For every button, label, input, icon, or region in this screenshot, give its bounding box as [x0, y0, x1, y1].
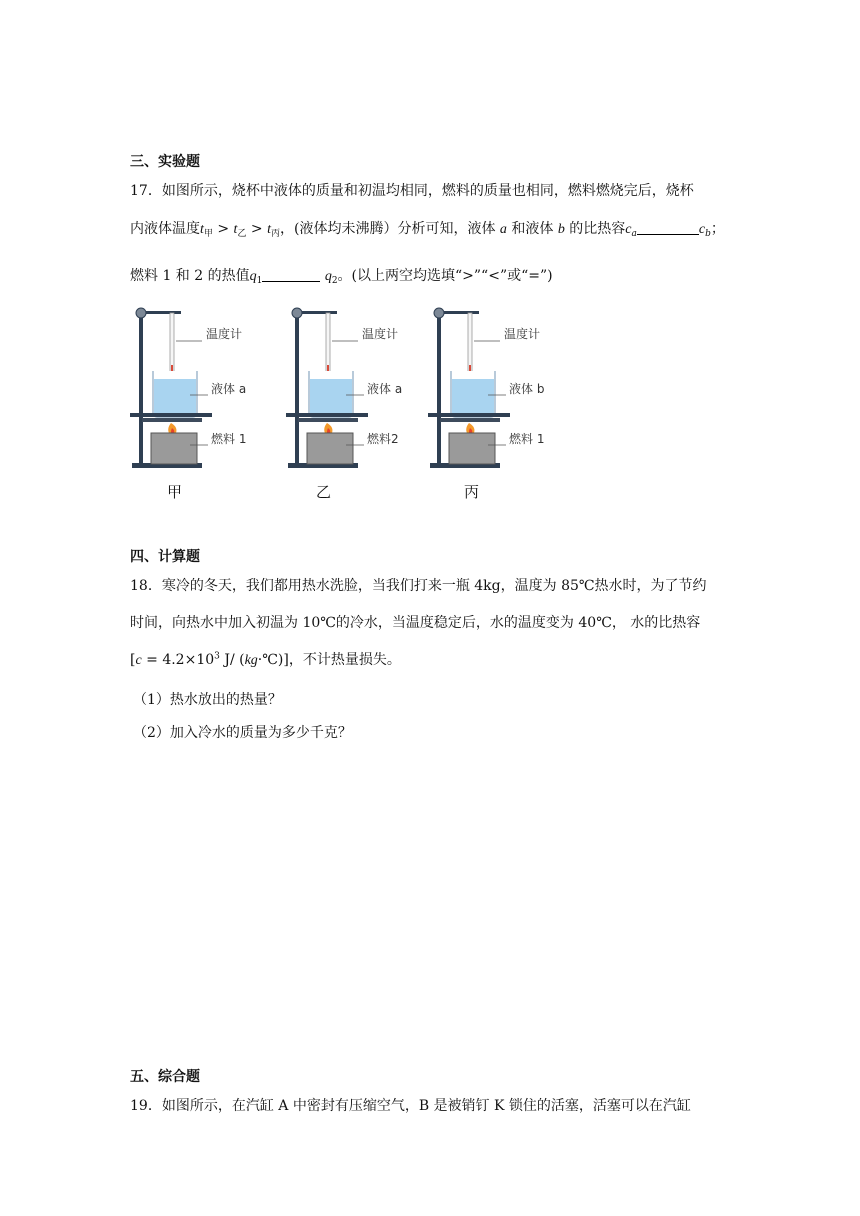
label-thermometer-yi: 温度计 [362, 327, 399, 341]
q17-line3 [130, 265, 553, 286]
c-sub-a: a [631, 229, 637, 239]
formula-unit: J/ ( [219, 652, 245, 668]
apparatus-yi [286, 308, 402, 468]
q19-line1: 19．如图所示，在汽缸 A 中密封有压缩空气，B 是被销钉 K 锁住的活塞，活塞可以在汽缸 [130, 1098, 691, 1114]
formula-exponent: 3 [214, 651, 220, 662]
apparatus-jia [130, 308, 246, 468]
q-symbol: q [324, 269, 332, 284]
gt-symbol: > [250, 221, 263, 237]
t-sub-bing: 丙 [270, 229, 280, 239]
caption-yi: 乙 [316, 483, 332, 501]
formula-bracket: [ [130, 652, 136, 668]
c-sub-b: b [705, 229, 711, 239]
label-liquid-yi: 液体 a [367, 382, 403, 396]
experiment-figure [120, 295, 580, 510]
formula-unit-end: ·℃)] [257, 652, 289, 668]
t-sub-jia: 甲 [203, 229, 213, 239]
q17-text: 燃料 1 和 2 的热值 [130, 268, 250, 284]
c-symbol: c [625, 222, 632, 237]
q18-line2: 时间，向热水中加入初温为 10℃的冷水，当温度稳定后，水的温度变为 40℃， 水的比热容 [130, 615, 701, 631]
q18-sub2: （2）加入冷水的质量为多少千克？ [133, 725, 352, 741]
q17-text: ，(液体均未沸腾）分析可知，液体 [280, 221, 496, 237]
semicolon: ； [710, 221, 725, 237]
q17-text: 。(以上两空均选填“>”“<”或“=”) [337, 268, 553, 284]
gt-symbol: > [217, 221, 230, 237]
apparatus-bing [428, 308, 544, 468]
section-title-comprehensive: 五、综合题 [130, 1069, 200, 1085]
caption-bing: 丙 [464, 483, 480, 501]
label-liquid-jia: 液体 a [211, 382, 247, 396]
q18-sub1: （1）热水放出的热量？ [133, 692, 282, 708]
t-symbol: t [233, 222, 238, 237]
q-sub-1: 1 [256, 276, 263, 286]
c-symbol: c [698, 222, 706, 237]
t-symbol: t [267, 222, 271, 237]
label-fuel-bing: 燃料 1 [509, 432, 545, 446]
label-fuel-jia: 燃料 1 [211, 432, 247, 446]
q17-text: 内液体温度 [130, 221, 200, 237]
answer-blank-1[interactable] [637, 222, 699, 235]
label-fuel-yi: 燃料2 [367, 432, 399, 446]
label-liquid-bing: 液体 b [509, 382, 545, 396]
formula-kg: kg [244, 653, 258, 668]
section-title-experiment: 三、实验题 [130, 154, 200, 170]
q-symbol: q [249, 269, 257, 284]
liquid-b-symbol: b [557, 222, 565, 237]
label-thermometer-bing: 温度计 [504, 327, 541, 341]
q18-line3 [130, 649, 401, 669]
t-sub-yi: 乙 [237, 229, 247, 239]
section-title-calculation: 四、计算题 [130, 549, 200, 565]
t-symbol: t [200, 222, 204, 237]
liquid-a-symbol: a [499, 222, 507, 237]
q17-text: 的比热容 [569, 221, 626, 237]
q18-condition: ，不计热量损失。 [288, 652, 401, 668]
caption-jia: 甲 [167, 483, 183, 501]
q17-line2 [130, 218, 725, 239]
q-sub-2: 2 [331, 276, 338, 286]
formula-c: c [135, 653, 142, 668]
answer-blank-2[interactable] [262, 269, 320, 282]
q17-text: 和液体 [511, 221, 554, 237]
q17-line1: 17．如图所示，烧杯中液体的质量和初温均相同，燃料的质量也相同，燃料燃烧完后，烧杯 [130, 183, 694, 199]
label-thermometer-jia: 温度计 [206, 327, 243, 341]
formula-value: = 4.2×10 [141, 652, 215, 668]
q18-line1: 18．寒冷的冬天，我们都用热水洗脸，当我们打来一瓶 4kg，温度为 85℃热水时，为了节约 [130, 578, 707, 594]
